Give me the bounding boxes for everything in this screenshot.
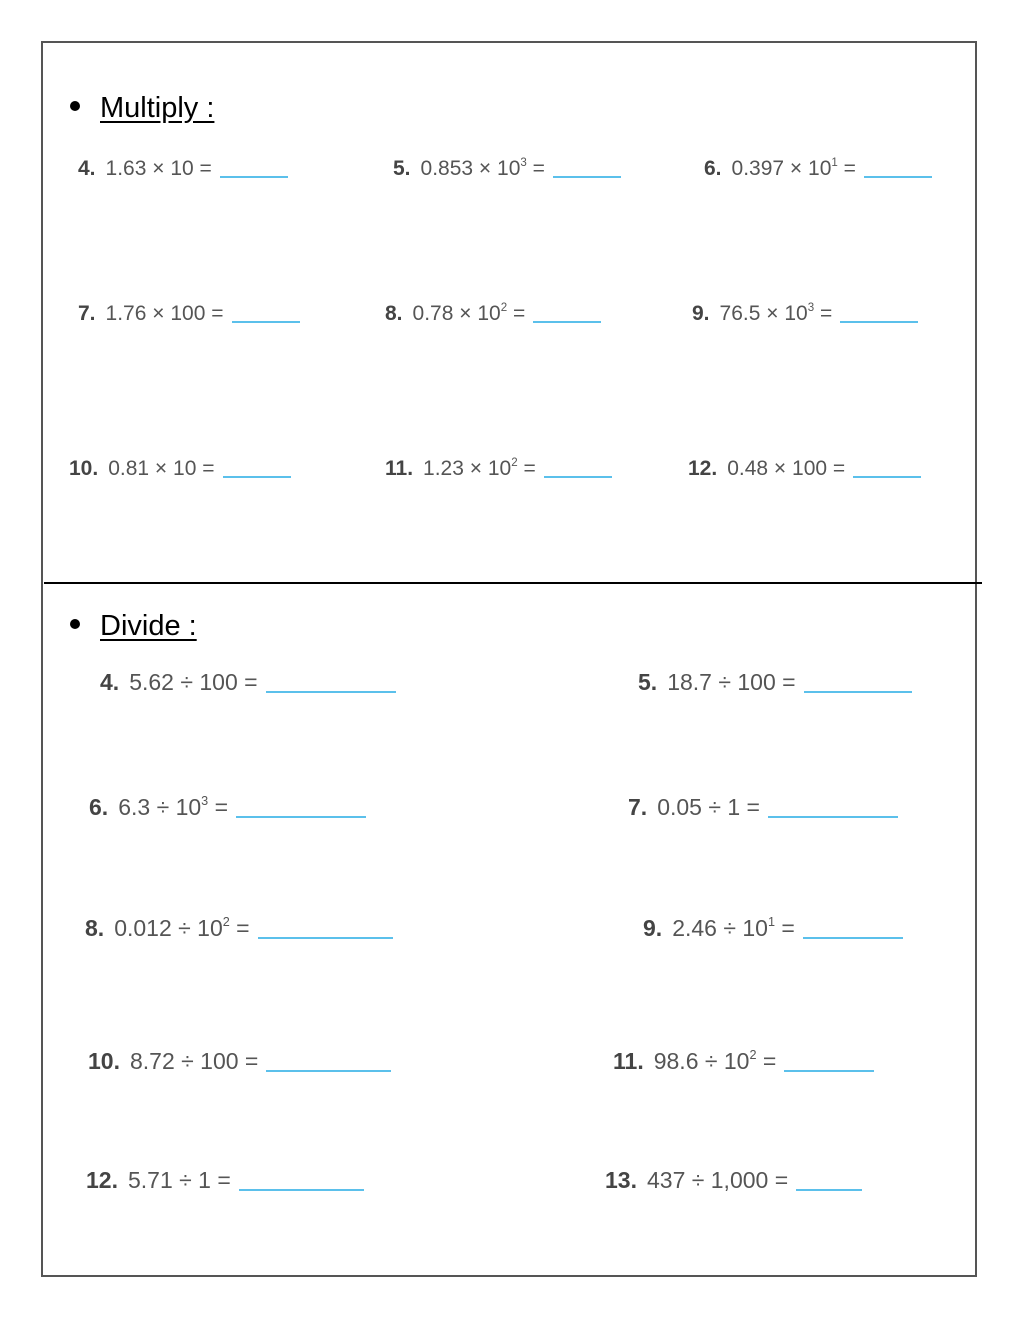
multiply-problem-4: 4. 1.63 × 10 = bbox=[78, 157, 288, 181]
answer-blank[interactable] bbox=[236, 815, 366, 818]
answer-blank[interactable] bbox=[239, 1188, 364, 1191]
divide-problem-13: 13. 437 ÷ 1,000 = bbox=[605, 1167, 862, 1194]
answer-blank[interactable] bbox=[803, 936, 903, 939]
multiply-heading: Multiply : bbox=[70, 92, 214, 125]
multiply-problem-7: 7. 1.76 × 100 = bbox=[78, 302, 300, 326]
bullet-icon bbox=[70, 619, 80, 629]
worksheet-frame bbox=[41, 41, 977, 1277]
multiply-problem-11: 11. $1.23 \times 10^2$ = bbox=[385, 457, 612, 481]
divide-problem-4: 4. 5.62 ÷ 100 = bbox=[100, 669, 396, 696]
answer-blank[interactable] bbox=[533, 320, 601, 323]
answer-blank[interactable] bbox=[232, 320, 300, 323]
answer-blank[interactable] bbox=[544, 475, 612, 478]
multiply-problem-8: 8. $0.78 \times 10^2$ = bbox=[385, 302, 601, 326]
answer-blank[interactable] bbox=[804, 690, 912, 693]
section-divider bbox=[44, 582, 982, 584]
answer-blank[interactable] bbox=[220, 175, 288, 178]
answer-blank[interactable] bbox=[840, 320, 918, 323]
answer-blank[interactable] bbox=[266, 1069, 391, 1072]
divide-heading: Divide : bbox=[70, 610, 197, 643]
multiply-problem-12: 12. 0.48 × 100 = bbox=[688, 457, 921, 481]
divide-problem-5: 5. 18.7 ÷ 100 = bbox=[638, 669, 912, 696]
answer-blank[interactable] bbox=[796, 1188, 862, 1191]
answer-blank[interactable] bbox=[784, 1069, 874, 1072]
multiply-problem-10: 10. 0.81 × 10 = bbox=[69, 457, 291, 481]
answer-blank[interactable] bbox=[553, 175, 621, 178]
divide-problem-6: 6. $6.3 \div 10^3$ = bbox=[89, 794, 366, 821]
multiply-problem-9: 9. $76.5 \times 10^3$ = bbox=[692, 302, 918, 326]
multiply-problem-6: 6. $0.397 \times 10^1$ = bbox=[704, 157, 932, 181]
answer-blank[interactable] bbox=[768, 815, 898, 818]
answer-blank[interactable] bbox=[864, 175, 932, 178]
answer-blank[interactable] bbox=[266, 690, 396, 693]
divide-problem-11: 11. $98.6 \div 10^2$ = bbox=[613, 1048, 874, 1075]
answer-blank[interactable] bbox=[258, 936, 393, 939]
bullet-icon bbox=[70, 101, 80, 111]
divide-problem-12: 12. 5.71 ÷ 1 = bbox=[86, 1167, 364, 1194]
divide-problem-9: 9. $2.46 \div 10^1$ = bbox=[643, 915, 903, 942]
multiply-problem-5: 5. $0.853 \times 10^3$ = bbox=[393, 157, 621, 181]
answer-blank[interactable] bbox=[223, 475, 291, 478]
divide-problem-7: 7. 0.05 ÷ 1 = bbox=[628, 794, 898, 821]
divide-problem-8: 8. $0.012 \div 10^2$ = bbox=[85, 915, 393, 942]
answer-blank[interactable] bbox=[853, 475, 921, 478]
divide-problem-10: 10. 8.72 ÷ 100 = bbox=[88, 1048, 391, 1075]
